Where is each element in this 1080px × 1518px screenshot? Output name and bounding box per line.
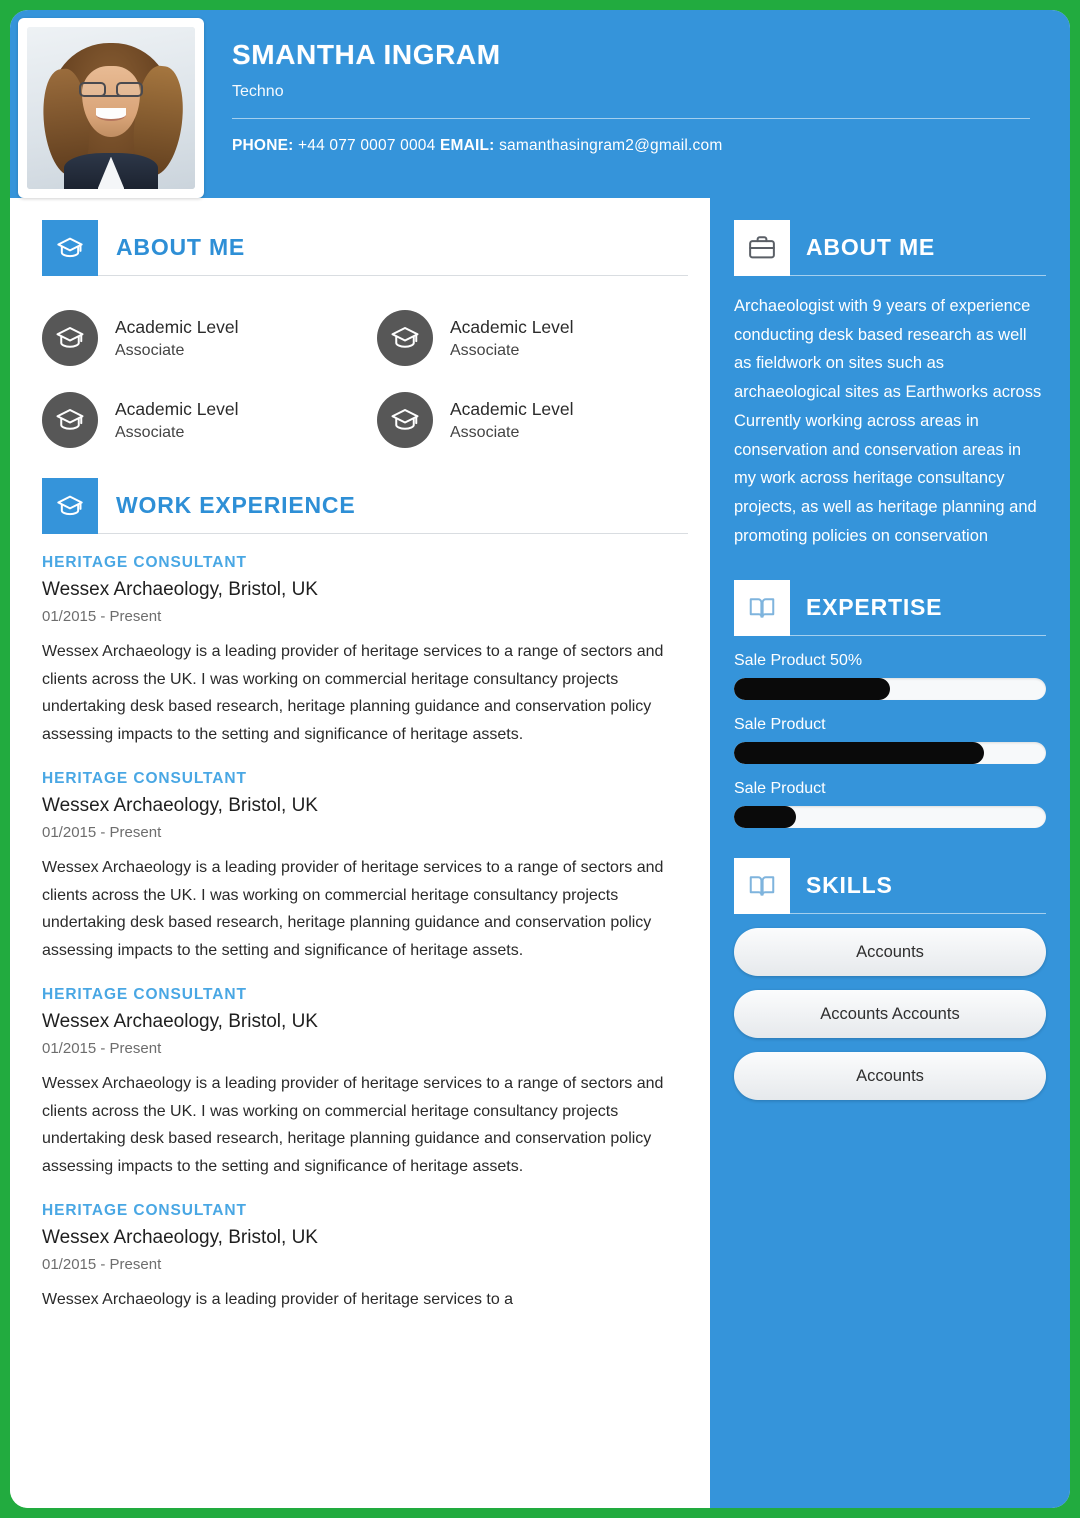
main-column <box>10 198 710 1508</box>
progress-bar-fill <box>734 806 796 828</box>
sidebar-section-title-expertise: EXPERTISE <box>806 594 943 621</box>
header-divider <box>232 118 1030 119</box>
sidebar-section-header-expertise <box>734 580 1046 636</box>
graduation-cap-icon <box>42 310 98 366</box>
academic-item <box>377 392 688 448</box>
academic-item <box>377 310 688 366</box>
email-label: EMAIL: <box>439 136 495 154</box>
job-company: Wessex Archaeology, Bristol, UK <box>42 1227 318 1249</box>
job-description: Wessex Archaeology is a leading provider of heritage services to a <box>42 1291 514 1309</box>
job-role: HERITAGE CONSULTANT <box>42 554 247 571</box>
academic-level-label: Academic Level <box>450 316 574 337</box>
job-company: Wessex Archaeology, Bristol, UK <box>42 795 318 817</box>
job-dates: 01/2015 - Present <box>42 824 162 842</box>
section-title-about-me: ABOUT ME <box>116 234 246 260</box>
progress-bar-track <box>734 678 1046 700</box>
job-description: Wessex Archaeology is a leading provider of heritage services to a range of sectors and clients across the UK. I was working on commercial heritage consultancy projects undertaking desk based research, heritage planning guidance and conservation policy assessing impacts to the setting and significance of heritage assets. <box>42 1075 664 1175</box>
section-header-work-experience <box>42 478 688 534</box>
academic-item <box>42 310 353 366</box>
skills-list <box>734 928 1046 1100</box>
job-company: Wessex Archaeology, Bristol, UK <box>42 579 318 600</box>
expertise-label: Sale Product 50% <box>734 652 863 670</box>
graduation-cap-icon <box>377 392 433 448</box>
academic-level-value: Associate <box>450 424 520 442</box>
work-experience-item <box>42 986 688 1180</box>
sidebar-section-title-skills: SKILLS <box>806 872 893 899</box>
resume-header <box>10 10 1070 198</box>
page-title: SMANTHA INGRAM <box>232 39 501 70</box>
job-title: Techno <box>232 82 284 100</box>
section-title-work-experience: WORK EXPERIENCE <box>116 492 356 518</box>
graduation-cap-icon <box>42 220 98 276</box>
academic-level-label: Academic Level <box>115 398 239 419</box>
sidebar-section-title-about-me: ABOUT ME <box>806 234 936 260</box>
open-book-icon <box>734 858 790 914</box>
open-book-icon <box>734 580 790 636</box>
sidebar-about-paragraph: Archaeologist with 9 years of experience conducting desk based research as well as fieldwork on sites such as archaeological sites as Earthworks across Currently working across areas in conservation and conservation areas in my work across heritage consultancy projects, as well as heritage planning and promoting policies on conservation <box>734 297 1042 545</box>
job-dates: 01/2015 - Present <box>42 608 162 625</box>
expertise-label: Sale Product <box>734 716 826 734</box>
progress-bar-track <box>734 806 1046 828</box>
section-header-about-me <box>42 220 688 276</box>
sidebar-skills-block <box>734 858 1046 1100</box>
graduation-cap-icon <box>377 310 433 366</box>
academic-level-value: Associate <box>115 342 185 360</box>
job-role: HERITAGE CONSULTANT <box>42 986 247 1004</box>
academic-level-value: Associate <box>450 342 520 360</box>
work-experience-item <box>42 770 688 964</box>
progress-bar-fill <box>734 678 890 700</box>
graduation-cap-icon <box>42 392 98 448</box>
academic-item <box>42 392 353 448</box>
header-text-block <box>220 10 1070 198</box>
academic-level-value: Associate <box>115 424 185 442</box>
job-dates: 01/2015 - Present <box>42 1040 162 1058</box>
skill-pill[interactable]: Accounts <box>734 1052 1046 1100</box>
academic-level-label: Academic Level <box>450 398 574 419</box>
sidebar-expertise-block <box>734 580 1046 828</box>
progress-bar-track <box>734 742 1046 764</box>
sidebar-section-header-about-me <box>734 220 1046 276</box>
email-value: samanthasingram2@gmail.com <box>499 136 723 154</box>
avatar-frame <box>18 18 204 198</box>
job-dates: 01/2015 - Present <box>42 1256 162 1274</box>
work-experience-item <box>42 1202 688 1314</box>
work-experience-list <box>42 554 688 1314</box>
work-experience-item <box>42 554 688 748</box>
expertise-label: Sale Product <box>734 780 826 798</box>
expertise-list <box>734 652 1046 828</box>
skill-pill[interactable]: Accounts <box>734 928 1046 976</box>
job-description: Wessex Archaeology is a leading provider of heritage services to a range of sectors and clients across the UK. I was working on commercial heritage consultancy projects undertaking desk based research, heritage planning guidance and conservation policy assessing impacts to the setting and significance of heritage assets. <box>42 859 664 959</box>
graduation-cap-icon <box>42 478 98 534</box>
resume-page <box>10 10 1070 1508</box>
academic-grid <box>42 310 688 448</box>
progress-bar-fill <box>734 742 984 764</box>
job-role: HERITAGE CONSULTANT <box>42 770 247 788</box>
briefcase-icon <box>734 220 790 276</box>
phone-value: +44 077 0007 0004 <box>298 136 436 154</box>
job-description: Wessex Archaeology is a leading provider of heritage services to a range of sectors and clients across the UK. I was working on commercial heritage consultancy projects undertaking desk based research, heritage planning guidance and conservation policy assessing impacts to the setting and significance of heritage assets. <box>42 643 664 743</box>
sidebar-about-block <box>734 220 1046 550</box>
sidebar <box>710 198 1070 1508</box>
job-role: HERITAGE CONSULTANT <box>42 1202 247 1220</box>
avatar <box>27 27 195 189</box>
skill-pill[interactable]: Accounts Accounts <box>734 990 1046 1038</box>
expertise-item <box>734 652 1046 700</box>
academic-level-label: Academic Level <box>115 316 239 337</box>
expertise-item <box>734 780 1046 828</box>
resume-body <box>10 198 1070 1508</box>
job-company: Wessex Archaeology, Bristol, UK <box>42 1011 318 1033</box>
expertise-item <box>734 716 1046 764</box>
sidebar-section-header-skills <box>734 858 1046 914</box>
phone-label: PHONE: <box>232 136 294 154</box>
contact-line <box>232 137 1030 155</box>
